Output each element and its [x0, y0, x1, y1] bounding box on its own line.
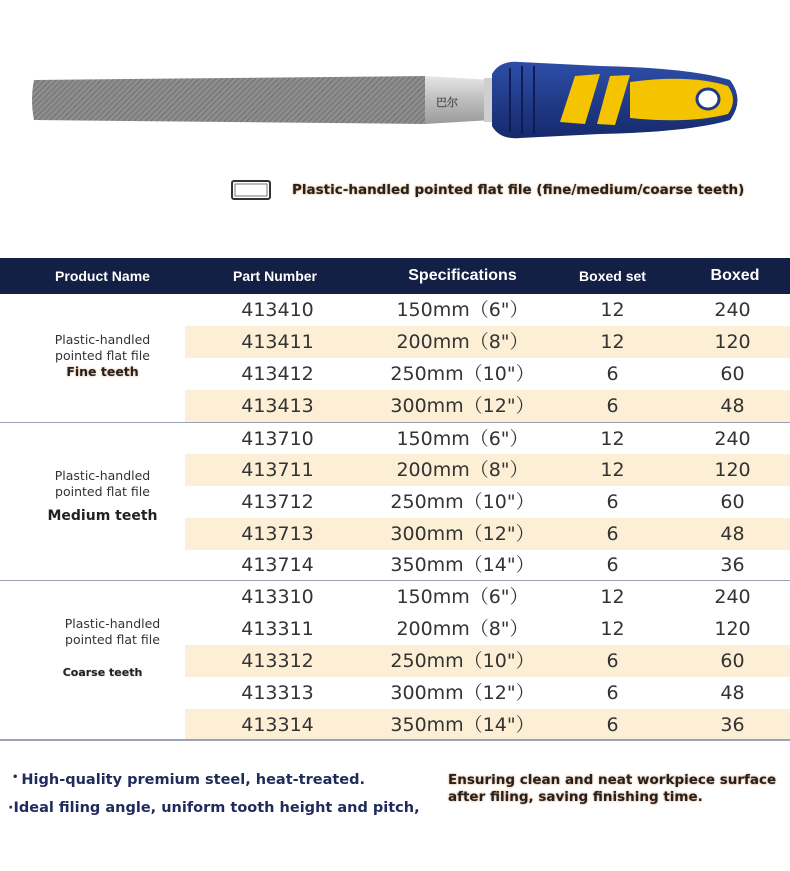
part-number: 413314 [241, 714, 314, 736]
boxed: 120 [714, 459, 751, 481]
bullet-icon: • [12, 772, 19, 783]
boxed-set: 6 [606, 682, 619, 704]
group-medium [0, 423, 790, 581]
group-fine [0, 294, 790, 422]
feature-note-right: Ensuring clean and neat workpiece surface after filing, saving finishing time. [448, 772, 777, 805]
table-row [185, 581, 790, 613]
boxed-set: 12 [600, 331, 625, 353]
table-row [185, 518, 790, 550]
product-image [0, 0, 790, 175]
group-coarse [0, 581, 790, 741]
part-number: 413710 [241, 428, 314, 450]
feature-text-2: ·Ideal filing angle, uniform tooth height and pitch, [8, 800, 420, 816]
part-number: 413410 [241, 299, 314, 321]
group-label-line2: pointed flat file [65, 632, 160, 647]
table-row [185, 358, 790, 390]
caption-row [230, 176, 744, 204]
file-blade [32, 76, 425, 124]
part-number: 413714 [241, 554, 314, 576]
table-row [185, 549, 790, 581]
part-number: 413313 [241, 682, 314, 704]
feature-text-1: High-quality premium steel, heat-treated. [21, 772, 366, 788]
header-part-number: Part Number [232, 268, 318, 284]
product-logo: 巴尔 [436, 96, 458, 109]
group-label-line1: Plastic-handled [54, 468, 151, 483]
header-product-name: Product Name [55, 268, 150, 284]
specification: 200mm（8"） [396, 331, 529, 353]
group-label-medium [0, 468, 205, 524]
header-specifications: Specifications [408, 267, 517, 284]
specification: 300mm（12"） [390, 523, 535, 545]
specification: 350mm（14"） [390, 714, 535, 736]
specification: 150mm（6"） [396, 299, 529, 321]
boxed-set: 6 [606, 491, 619, 513]
specification: 300mm（12"） [390, 395, 535, 417]
table-row [185, 613, 790, 645]
table-row [185, 423, 790, 455]
part-number: 413711 [241, 459, 314, 481]
boxed: 48 [720, 523, 745, 545]
table-bottom-border [0, 739, 790, 741]
specification: 350mm（14"） [390, 554, 535, 576]
part-number: 413712 [241, 491, 314, 513]
grade-medium: Medium teeth [47, 508, 158, 524]
header-boxed: Boxed [710, 267, 760, 284]
group-label-fine [0, 332, 205, 379]
boxed-set: 6 [606, 714, 619, 736]
part-number: 413312 [241, 650, 314, 672]
boxed: 240 [714, 428, 751, 450]
boxed: 120 [714, 618, 751, 640]
boxed-set: 6 [606, 395, 619, 417]
boxed: 60 [720, 491, 745, 513]
boxed-set: 12 [600, 299, 625, 321]
boxed-set: 6 [606, 554, 619, 576]
specification: 200mm（8"） [396, 618, 529, 640]
table-row [185, 709, 790, 741]
cross-section-icon [230, 179, 272, 201]
part-number: 413310 [241, 586, 314, 608]
hang-hole [697, 89, 719, 109]
table-row [185, 294, 790, 326]
feature-line-2 [8, 800, 420, 816]
table-row [185, 645, 790, 677]
part-number: 413713 [241, 523, 314, 545]
boxed-set: 12 [600, 459, 625, 481]
feature-line-1 [12, 772, 365, 788]
table-row [185, 454, 790, 486]
boxed-set: 6 [606, 363, 619, 385]
header-boxed-set: Boxed set [579, 268, 646, 284]
table-row [185, 390, 790, 422]
part-number: 413412 [241, 363, 314, 385]
group-label-line1: Plastic-handled [64, 616, 161, 631]
boxed: 60 [720, 650, 745, 672]
table-row [185, 486, 790, 518]
boxed-set: 12 [600, 428, 625, 450]
group-label-line2: pointed flat file [55, 484, 150, 499]
table-row [185, 677, 790, 709]
group-label-line1: Plastic-handled [54, 332, 151, 347]
specification: 250mm（10"） [390, 491, 535, 513]
boxed: 48 [720, 395, 745, 417]
boxed: 36 [720, 714, 745, 736]
table-row [185, 326, 790, 358]
part-number: 413411 [241, 331, 314, 353]
boxed-set: 12 [600, 618, 625, 640]
boxed: 240 [714, 299, 751, 321]
boxed-set: 6 [606, 650, 619, 672]
specification: 200mm（8"） [396, 459, 529, 481]
boxed-set: 12 [600, 586, 625, 608]
specification: 150mm（6"） [396, 428, 529, 450]
boxed: 48 [720, 682, 745, 704]
boxed: 36 [720, 554, 745, 576]
grade-coarse: Coarse teeth [62, 666, 143, 679]
specification: 250mm（10"） [390, 363, 535, 385]
grade-fine: Fine teeth [66, 364, 139, 379]
part-number: 413311 [241, 618, 314, 640]
specification: 150mm（6"） [396, 586, 529, 608]
boxed-set: 6 [606, 523, 619, 545]
part-number: 413413 [241, 395, 314, 417]
table-header [0, 258, 790, 294]
caption-text: Plastic-handled pointed flat file (fine/medium/coarse teeth) [292, 182, 745, 198]
boxed: 240 [714, 586, 751, 608]
boxed: 120 [714, 331, 751, 353]
boxed: 60 [720, 363, 745, 385]
group-label-line2: pointed flat file [55, 348, 150, 363]
specification: 250mm（10"） [390, 650, 535, 672]
specification: 300mm（12"） [390, 682, 535, 704]
